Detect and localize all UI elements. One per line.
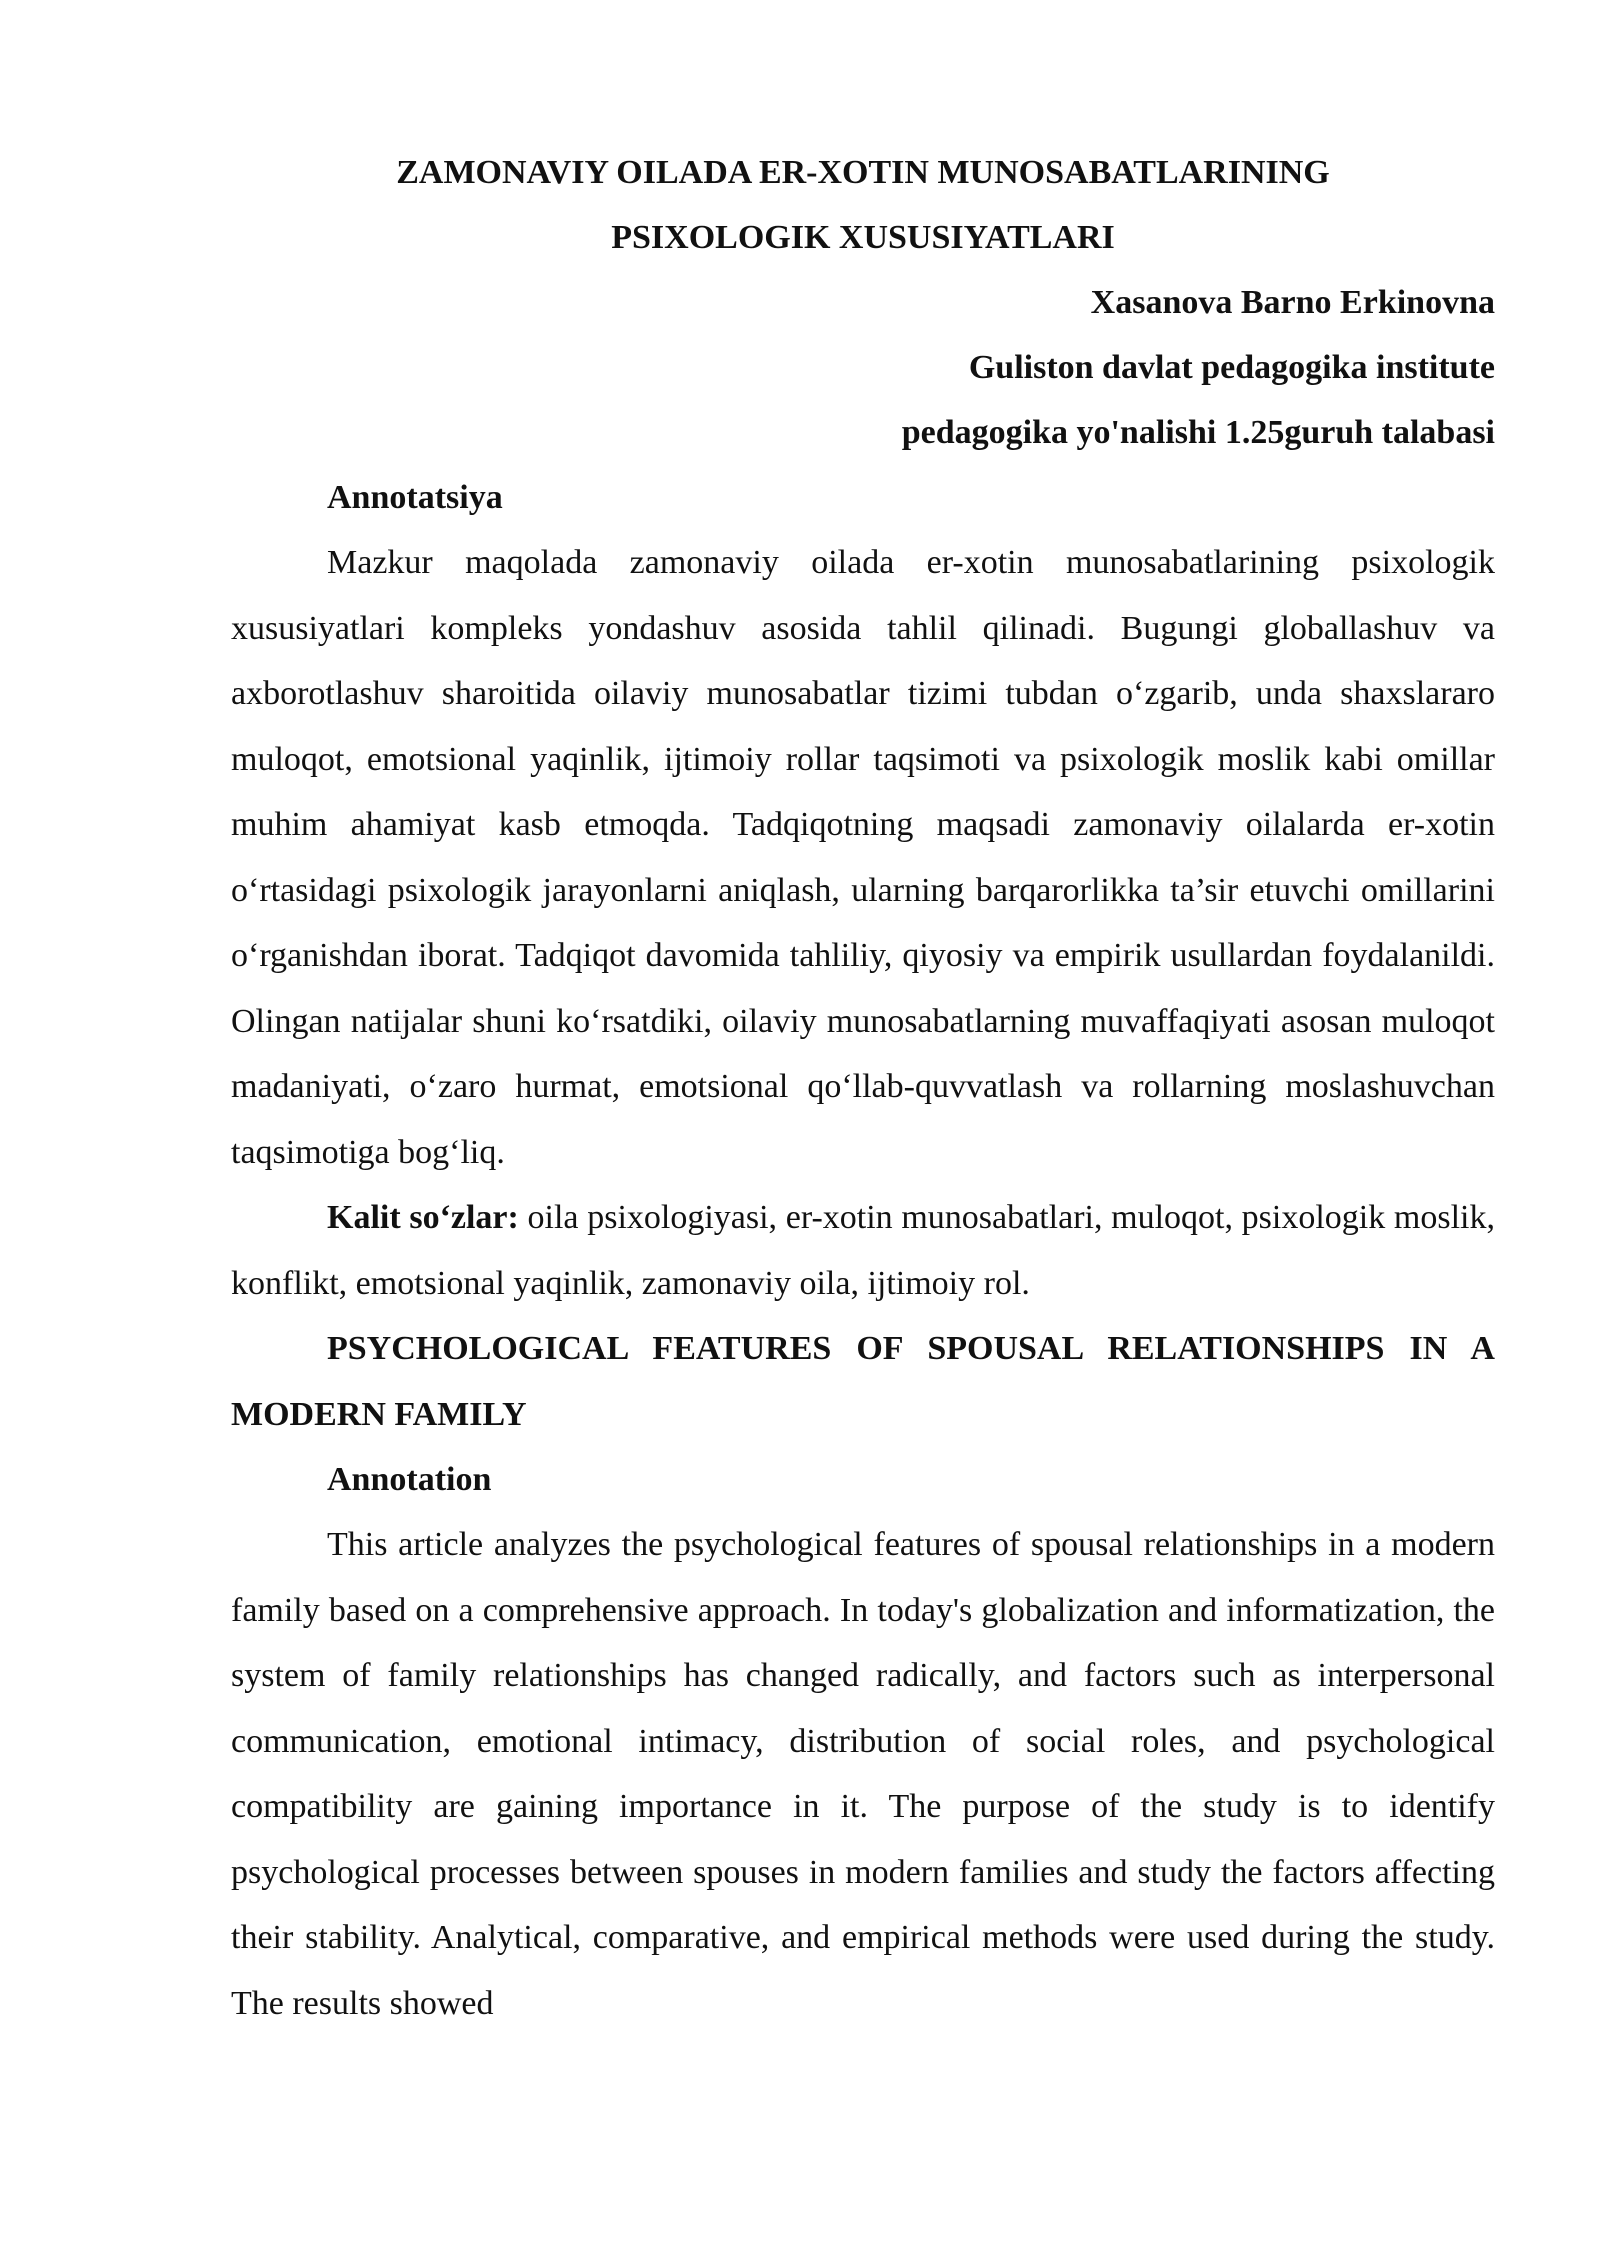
keywords-label: Kalit so‘zlar: — [327, 1199, 519, 1236]
uz-abstract-text: Mazkur maqolada zamonaviy oilada er-xotin munosabatlarining psixologik xususiyatlari kompleks yondashuv asosida tahlil qilinadi. Bugungi globallashuv va axborotlashuv sharoitida oilaviy munosabatlar tizimi tubdan o‘zgarib, unda shaxslararo muloqot, emotsional yaqinlik, ijtimoiy rollar taqsimoti va psixologik moslik kabi omillar muhim ahamiyat kasb etmoqda. Tadqiqotning maqsadi zamonaviy oilalarda er-xotin o‘rtasidagi psixologik jarayonlarni aniqlash, ularning barqarorlikka ta’sir etuvchi omillarini o‘rganishdan iborat. Tadqiqot davomida tahliliy, qiyosiy va empirik usullardan foydalanildi. Olingan natijalar shuni ko‘rsatdiki, oilaviy munosabatlarning muvaffaqiyati asosan muloqot madaniyati, o‘zaro hurmat, emotsional qo‘llab-quvvatlash va rollarning moslashuvchan taqsimotiga bog‘liq. — [231, 544, 1495, 1171]
english-abstract-text: This article analyzes the psychological features of spousal relationships in a modern family based on a comprehensive approach. In today's globalization and informatization, the system of family relationships has changed radically, and factors such as interpersonal communication, emotional intimacy, distribution of social roles, and psychological compatibility are gaining importance in it. The purpose of the study is to identify psychological processes between spouses in modern families and study the factors affecting their stability. Analytical, comparative, and empirical methods were used during the study. The results showed — [231, 1526, 1495, 2022]
author-name: Xasanova Barno Erkinovna — [1090, 284, 1495, 321]
uz-abstract-heading: Annotatsiya — [327, 479, 503, 516]
keywords-text: oila psixologiyasi, er-xotin munosabatlari, muloqot, psixologik moslik, konflikt, emotsional yaqinlik, zamonaviy oila, ijtimoiy rol. — [231, 1199, 1495, 1302]
author-institution: Guliston davlat pedagogika institute — [968, 349, 1495, 386]
keywords-paragraph — [231, 1185, 1495, 1316]
english-title: PSYCHOLOGICAL FEATURES OF SPOUSAL RELATIONSHIPS IN A MODERN FAMILY — [231, 1330, 1495, 1433]
english-abstract-heading: Annotation — [327, 1461, 492, 1498]
document-page — [231, 140, 1495, 2036]
article-title-line-1: ZAMONAVIY OILADA ER-XOTIN MUNOSABATLARINING — [396, 154, 1330, 191]
author-affiliation: pedagogika yo'nalishi 1.25guruh talabasi — [901, 414, 1495, 451]
article-title-line-2: PSIXOLOGIK XUSUSIYATLARI — [611, 219, 1115, 256]
